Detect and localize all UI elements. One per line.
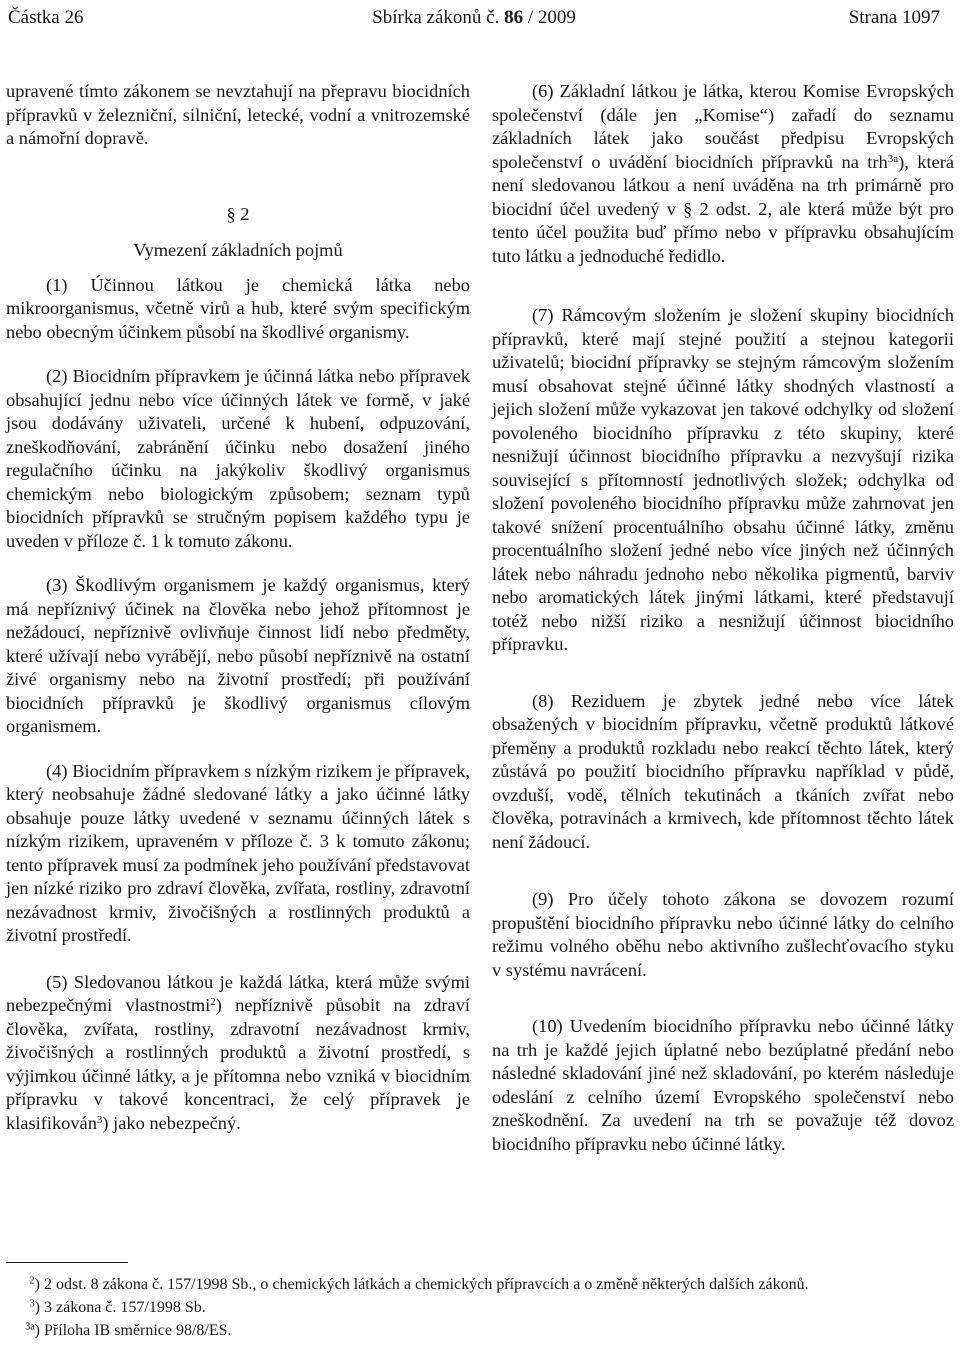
paragraph-6-part-b: ), která není sledovanou látkou a není uváděna na trh primárně pro biocidní účel uvedený v § 2 odst. 2, ale která může být pro tento účel použita buď přímo nebo v přípravku obsahujícím tuto látku a jednoduché ředidlo. [492,151,954,266]
header-page-number: Strana 1097 [848,7,940,28]
footnote-ref-2[interactable]: 2 [210,995,216,1008]
footnote-2 [6,1273,954,1296]
intro-paragraph: upravené tímto zákonem se nevztahují na přepravu biocidních přípravků v železniční, silniční, letecké, vodní a vnitrozemské a námořní dopravě. [6,81,470,148]
header-issue: Částka 26 [8,7,84,28]
header-collection [8,6,940,30]
footnote-divider [6,1262,128,1263]
paragraph-6-part-a: (6) Základní látkou je látka, kterou Komise Evropských společenství (dále jen „Komise“) zařadí do seznamu základních látek jako součást předpisu Evropských společenství o uvádění biocidních přípravků na trh [492,81,954,172]
footnote-text: 2 odst. 8 zákona č. 157/1998 Sb., o chemických látkách a chemických přípravcích a o změně některých dalších zákonů. [44,1276,809,1293]
header-collection-year: / 2009 [527,7,576,28]
footnote-text: 3 zákona č. 157/1998 Sb. [44,1299,206,1316]
section-title: Vymezení základních pojmů [133,239,343,260]
footnote-mark-number: 2 [29,1275,35,1287]
paragraph-8: (8) Reziduem je zbytek jedné nebo více látek obsažených v biocidním přípravku, včetně produktů látkové přeměny a produktů rozkladu nebo reakcí těchto látek, který zůstává po použití biocidního přípravku například v půdě, ovzduší, vodě, tělních tekutinách a tkáních zvířat nebo člověka, potravinách a krmivech, kde přítomnost těchto látek není žádoucí. [492,690,954,852]
header-collection-prefix: Sbírka zákonů č. [372,7,500,28]
paragraph-6 [492,80,954,268]
paragraph-4: (4) Biocidním přípravkem s nízkým rizikem je přípravek, který neobsahuje žádné sledované látky a jako účinné látky obsahuje pouze látky uvedené v seznamu účinných látek s nízkým rizikem, upraveném v příloze č. 3 k tomuto zákonu; tento přípravek musí za podmínek jeho používání představovat jen nízké riziko pro zdraví člověka, zvířata, rostliny, zdravotní nezávadnost krmiv, živočišných a rostlinných produktů a životní prostředí. [6,760,470,945]
footnote-ref-3a[interactable]: 3a [887,152,899,165]
footnotes [6,1273,954,1342]
paragraph-10: (10) Uvedením biocidního přípravku nebo účinné látky na trh je každé jejich úplatné nebo bezúplatné předání nebo následné skladování jiné než skladování, po kterém následuje odeslání z celního území Evropského společenství nebo zneškodnění. Za uvedení na trh se považuje též dovoz biocidního přípravku nebo účinné látky. [492,1016,954,1154]
footnote-mark: $^2$) [29,1275,40,1293]
paragraph-1: (1) Účinnou látkou je chemická látka nebo mikroorganismus, včetně virů a hub, které svým specifickým nebo obecným účinkem působí na škodlivé organismy. [6,274,470,342]
footnote-ref-3[interactable]: 3 [96,1113,103,1126]
footnote-mark: $^3$) [29,1298,40,1316]
paragraph-2: (2) Biocidním přípravkem je účinná látka nebo přípravek obsahující jednu nebo více účinných látek ve formě, v jaké jsou dodávány uživateli, určené k hubení, odpuzování, zneškodňování, zabránění účinku nebo dosažení jiného regulačního účinku na jakýkoliv škodlivý organismus chemickým nebo biologickým způsobem; seznam typů biocidních přípravků se stručným popisem každého typu je uveden v příloze č. 1 k tomuto zákonu. [6,366,470,551]
footnote-mark-number: 3 [29,1298,35,1310]
paragraph-5-part-a: (5) Sledovanou látkou je každá látka, která může svými nebezpečnými vlastnostmi [6,971,470,1015]
paragraph-9: (9) Pro účely tohoto zákona se dovozem rozumí propuštění biocidního přípravku nebo účinné látky do celního režimu volného oběhu nebo aktivního zušlechťovacího styku v systému navrácení. [492,889,954,980]
paragraph-5 [6,971,470,1136]
paragraph-5-part-b: ) nepříznivě působit na zdraví člověka, zvířata, rostliny, zdravotní nezávadnost krmiv, živočišných a rostlinných produktů a životní prostředí, s výjimkou účinné látky, a je přítomna nebo vzniká v biocidním přípravku v takové koncentraci, že celý přípravek je klasifikován [6,995,471,1133]
paragraph-7: (7) Rámcovým složením je složení skupiny biocidních přípravků, které mají stejné použití a stejnou kategorii uživatelů; biocidní přípravky se stejným rámcovým složením musí obsahovat stejné účinné látky shodných vlastností a jejich složení může vykazovat jen takové odchylky od složení povoleného biocidního přípravku z této skupiny, které nesnižují účinnost biocidního přípravku a nezvyšují rizika související s přítomností jednotlivých složek; odchylka od složení povoleného biocidního přípravku může zahrnovat jen takové snížení procentuálního obsahu účinné látky, změnu procentuálního složení jedné nebo více jiných než účinných látek nebo náhradu jednoho nebo několika pigmentů, barviv nebo aromatických látek jinými látkami, které představují totéž nebo nižší riziko a nesnižují účinnost biocidního přípravku. [492,305,954,654]
footnote-text: Příloha IB směrnice 98/8/ES. [44,1322,232,1339]
footnote-mark-number: 3a [25,1321,35,1333]
footnote-3 [6,1296,954,1319]
footnote-3a [6,1319,954,1342]
right-column [492,80,954,1156]
page-header [8,6,940,30]
left-column [6,80,470,1135]
paragraph-5-part-c: ) jako nebezpečný. [102,1112,241,1133]
section-mark: § 2 [226,203,250,224]
header-collection-number: 86 [504,7,524,28]
paragraph-3: (3) Škodlivým organismem je každý organismus, který má nepříznivý účinek na člověka nebo jehož přítomnost je nežádoucí, nepříznivě ovlivňuje činnost lidí nebo předměty, které užívají nebo vyrábějí, nebo působí nepříznivě na ostatní živé organismy nebo na životní prostředí; při používání biocidních přípravků je škodlivý organismus cílovým organismem. [6,575,470,736]
footnote-mark: $^{3a}$) [25,1321,40,1339]
